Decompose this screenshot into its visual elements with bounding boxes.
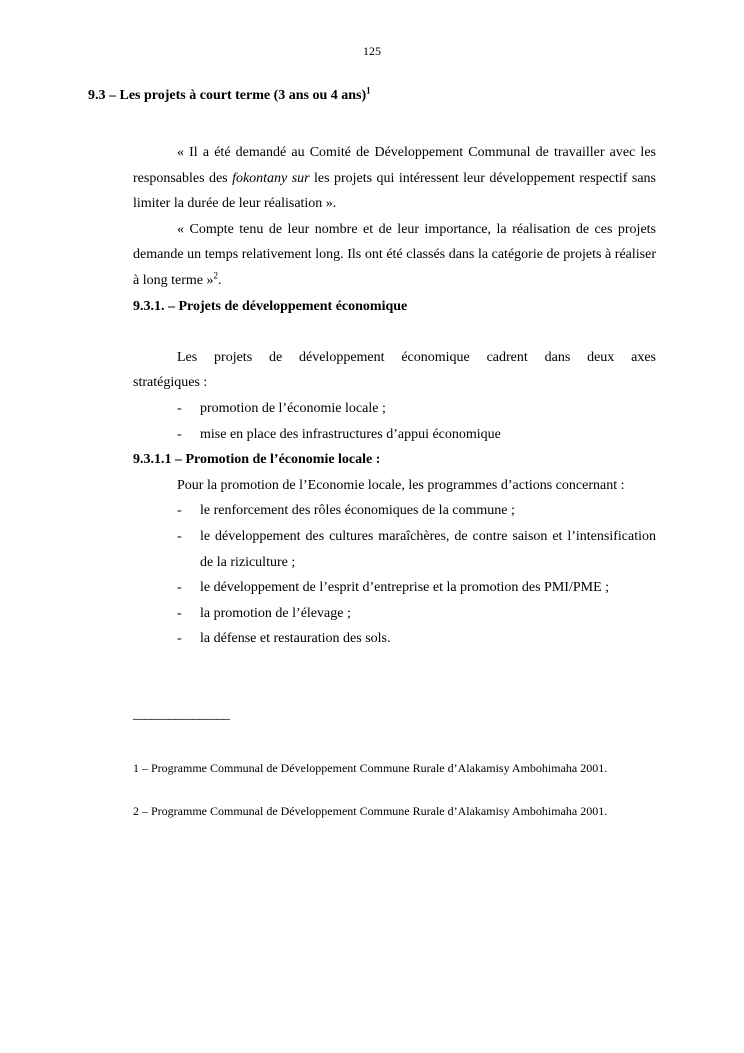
footnote-ref-2: 2 bbox=[213, 270, 218, 281]
dash-bullet: - bbox=[177, 528, 182, 544]
quote-2-end: . bbox=[217, 272, 222, 288]
axes-list bbox=[133, 396, 656, 447]
footnote-2: 2 – Programme Communal de Développement Commune Rurale d’Alakamisy Ambohimaha 2001. bbox=[133, 804, 608, 818]
list-item bbox=[133, 396, 656, 422]
list-item-text: promotion de l’économie locale ; bbox=[200, 400, 386, 416]
section-heading bbox=[88, 85, 371, 104]
list-item bbox=[133, 601, 656, 627]
list-item bbox=[133, 575, 656, 601]
programmes-intro: Pour la promotion de l’Economie locale, les programmes d’actions concernant : bbox=[177, 477, 625, 493]
footnote-ref-1: 1 bbox=[366, 85, 371, 96]
dash-bullet: - bbox=[177, 631, 182, 647]
list-item bbox=[133, 498, 656, 524]
list-item bbox=[133, 422, 656, 448]
quote-2-text: « Compte tenu de leur nombre et de leur importance, la réalisation de ces projets demande un temps relativement long. Ils ont été classés dans la catégorie de projets à réaliser à long terme » bbox=[133, 221, 656, 288]
dash-bullet: - bbox=[177, 503, 182, 519]
footnote-separator: ________________ bbox=[133, 707, 229, 722]
axes-intro-line-1: Les projets de développement économique cadrent dans deux axes bbox=[177, 349, 656, 365]
list-item-text: mise en place des infrastructures d’appui économique bbox=[200, 426, 501, 442]
list-item-text: le développement de l’esprit d’entreprise et la promotion des PMI/PME ; bbox=[200, 580, 610, 596]
dash-bullet: - bbox=[177, 400, 182, 416]
programmes-list bbox=[133, 498, 656, 652]
quote-1-italic: fokontany sur bbox=[232, 170, 310, 186]
subsection-heading-9-3-1-1: 9.3.1.1 – Promotion de l’économie locale : bbox=[133, 452, 381, 468]
dash-bullet: - bbox=[177, 605, 182, 621]
list-item-text: le renforcement des rôles économiques de la commune ; bbox=[200, 503, 515, 519]
footnote-1: 1 – Programme Communal de Développement Commune Rurale d’Alakamisy Ambohimaha 2001. bbox=[133, 761, 608, 775]
quote-paragraph-2 bbox=[133, 217, 656, 294]
section-heading-text: 9.3 – Les projets à court terme (3 ans ou 4 ans) bbox=[88, 88, 367, 103]
list-item-text: la défense et restauration des sols. bbox=[200, 631, 391, 647]
list-item-text: le développement des cultures maraîchères, de contre saison et l’intensification de la riziculture ; bbox=[200, 528, 656, 570]
spacer bbox=[133, 319, 656, 345]
page-number: 125 bbox=[363, 44, 381, 58]
subsection-heading-9-3-1: 9.3.1. – Projets de développement économique bbox=[133, 298, 408, 314]
dash-bullet: - bbox=[177, 426, 182, 442]
quote-paragraph-1 bbox=[133, 140, 656, 217]
axes-intro-line-2: stratégiques : bbox=[133, 375, 208, 391]
quote-1-after: les projets qui intéressent leur développement respectif sans limiter la durée de leur réalisation ». bbox=[133, 170, 656, 212]
quote-1-before: « Il a été demandé au Comité de Développement Communal de travailler avec les responsables des bbox=[133, 145, 656, 186]
dash-bullet: - bbox=[177, 580, 182, 596]
body-text bbox=[133, 140, 656, 652]
list-item-text: la promotion de l’élevage ; bbox=[200, 605, 351, 621]
list-item bbox=[133, 626, 656, 652]
list-item bbox=[133, 524, 656, 575]
